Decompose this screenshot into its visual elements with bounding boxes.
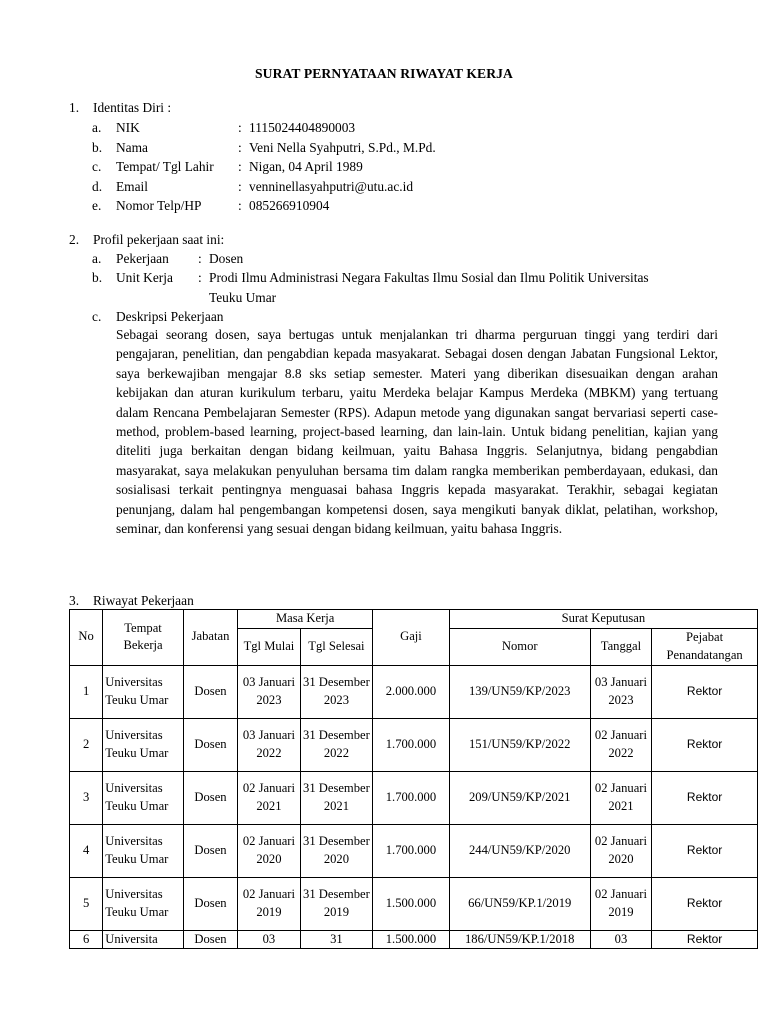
cell-tgl-mulai: 03 Januari 2022	[238, 718, 300, 771]
identity-item-ttl	[92, 157, 363, 177]
item-value: Veni Nella Syahputri, S.Pd., M.Pd.	[249, 139, 436, 155]
cell-tempat: Universitas Teuku Umar	[103, 877, 184, 930]
cell-pejabat: Rektor	[652, 771, 758, 824]
cell-tempat: Universitas Teuku Umar	[103, 824, 184, 877]
cell-jabatan: Dosen	[183, 877, 237, 930]
item-key: Email	[116, 178, 148, 194]
item-colon: :	[238, 178, 242, 194]
item-colon: :	[198, 250, 202, 266]
profile-item-unit	[92, 268, 649, 288]
cell-pejabat: Rektor	[652, 877, 758, 930]
item-key: Tempat/ Tgl Lahir	[116, 159, 214, 174]
section-title: Identitas Diri :	[93, 100, 172, 115]
table-header-row	[70, 610, 758, 629]
cell-tempat: Universitas Teuku Umar	[103, 771, 184, 824]
item-letter: d.	[92, 178, 103, 194]
table-row	[70, 930, 758, 949]
cell-gaji: 1.700.000	[373, 771, 450, 824]
header-tgl-mulai: Tgl Mulai	[238, 629, 300, 666]
cell-nomor: 186/UN59/KP.1/2018	[449, 930, 590, 949]
table-row	[70, 877, 758, 930]
cell-no: 4	[70, 824, 103, 877]
cell-tanggal: 02 Januari 2022	[590, 718, 651, 771]
header-masa-kerja: Masa Kerja	[238, 610, 373, 629]
profile-unit-line2: Teuku Umar	[209, 289, 277, 305]
table-row	[70, 771, 758, 824]
table-row	[70, 718, 758, 771]
item-key: Deskripsi Pekerjaan	[116, 308, 224, 324]
item-key: NIK	[116, 120, 140, 135]
cell-tanggal: 03 Januari 2023	[590, 665, 651, 718]
cell-pejabat: Rektor	[652, 930, 758, 949]
cell-nomor: 66/UN59/KP.1/2019	[449, 877, 590, 930]
header-gaji: Gaji	[373, 610, 450, 666]
cell-tgl-selesai: 31 Desember 2023	[300, 665, 373, 718]
item-colon: :	[238, 198, 242, 213]
cell-tempat: Universitas Teuku Umar	[103, 665, 184, 718]
cell-tanggal: 02 Januari 2019	[590, 877, 651, 930]
item-value: 085266910904	[249, 198, 330, 213]
section-title: Profil pekerjaan saat ini:	[93, 232, 225, 247]
header-pejabat: Pejabat Penandatangan	[652, 629, 758, 666]
cell-jabatan: Dosen	[183, 718, 237, 771]
item-letter: a.	[92, 120, 102, 135]
cell-no: 1	[70, 665, 103, 718]
work-history-table	[69, 609, 758, 949]
item-letter: b.	[92, 139, 103, 155]
cell-gaji: 1.700.000	[373, 824, 450, 877]
section-number: 2.	[69, 232, 80, 247]
cell-tanggal: 02 Januari 2020	[590, 824, 651, 877]
cell-no: 3	[70, 771, 103, 824]
section-number: 1.	[69, 100, 80, 115]
identity-item-nik	[92, 118, 355, 138]
cell-gaji: 2.000.000	[373, 665, 450, 718]
identity-item-nama	[92, 138, 436, 158]
cell-tgl-selesai: 31 Desember 2019	[300, 877, 373, 930]
cell-pejabat: Rektor	[652, 718, 758, 771]
header-nomor: Nomor	[449, 629, 590, 666]
cell-no: 5	[70, 877, 103, 930]
cell-jabatan: Dosen	[183, 665, 237, 718]
item-letter: e.	[92, 198, 102, 213]
item-letter: c.	[92, 159, 102, 174]
item-letter: b.	[92, 270, 103, 285]
header-tanggal: Tanggal	[590, 629, 651, 666]
profile-item-pekerjaan	[92, 249, 243, 269]
section-1-heading	[69, 98, 171, 117]
cell-nomor: 139/UN59/KP/2023	[449, 665, 590, 718]
item-colon: :	[238, 159, 242, 174]
cell-tgl-mulai: 03 Januari 2023	[238, 665, 300, 718]
cell-jabatan: Dosen	[183, 771, 237, 824]
item-value: Prodi Ilmu Administrasi Negara Fakultas Ilmu Sosial dan Ilmu Politik Universitas	[209, 270, 649, 285]
item-value: venninellasyahputri@utu.ac.id	[249, 178, 414, 194]
cell-no: 6	[70, 930, 103, 949]
cell-tanggal: 02 Januari 2021	[590, 771, 651, 824]
cell-tgl-selesai: 31 Desember 2022	[300, 718, 373, 771]
cell-gaji: 1.500.000	[373, 930, 450, 949]
item-colon: :	[198, 270, 202, 285]
table-row	[70, 824, 758, 877]
cell-tgl-selesai: 31	[300, 930, 373, 949]
cell-tanggal: 03	[590, 930, 651, 949]
cell-gaji: 1.500.000	[373, 877, 450, 930]
cell-nomor: 209/UN59/KP/2021	[449, 771, 590, 824]
job-description-paragraph: Sebagai seorang dosen, saya bertugas untuk menjalankan tri dharma perguruan tinggi yang terdiri dari pengajaran, penelitian, dan pengabdian kepada masyakarat. Sebagai dosen dengan Jabatan Fungsional Lektor, saya berkewajiban mengajar 8.8 sks setiap semester. Materi yang diberikan disesuaikan dengan arahan kebijakan dan aturan kurikulum terbaru, yaitu Merdeka belajar Kampus Merdeka (MBKM) yang tertuang dalam Rencana Pembelajaran Semester (RPS). Adapun metode yang digunakan sangat bervariasi seperti case-method, problem-based learning, project-based learning, dan lain-lain. Untuk bidang penelitian, kajian yang diteliti juga berkaitan dengan bidang keilmuan, yaitu Bahasa Inggris. Selanjutnya, bidang pengabdian masyarakat, saya melakukan penyuluhan bersama tim dalam rangka memberikan pemberdayaan, edukasi, dan sosialisasi terkait pentingnya menguasai bahasa Inggris kepada masyarakat. Terakhir, sebagai kegiatan penunjang, dalam hal pengembangan kompetensi dosen, saya mengikuti banyak diklat, pelatihan, workshop, seminar, dan konferensi yang sesuai dengan bidang keilmuan, yaitu bahasa Inggris.	[116, 327, 718, 537]
cell-tgl-mulai: 02 Januari 2020	[238, 824, 300, 877]
table-row	[70, 665, 758, 718]
cell-pejabat: Rektor	[652, 824, 758, 877]
cell-no: 2	[70, 718, 103, 771]
item-key: Pekerjaan	[116, 250, 169, 266]
section-title: Riwayat Pekerjaan	[93, 593, 194, 608]
header-jabatan: Jabatan	[183, 610, 237, 666]
cell-tgl-mulai: 02 Januari 2021	[238, 771, 300, 824]
item-value: Nigan, 04 April 1989	[249, 159, 363, 174]
cell-jabatan: Dosen	[183, 930, 237, 949]
header-tgl-selesai: Tgl Selesai	[300, 629, 373, 666]
identity-item-email	[92, 177, 413, 197]
cell-gaji: 1.700.000	[373, 718, 450, 771]
cell-tgl-mulai: 02 Januari 2019	[238, 877, 300, 930]
item-key: Nama	[116, 139, 148, 155]
item-colon: :	[238, 139, 242, 155]
cell-tgl-selesai: 31 Desember 2021	[300, 771, 373, 824]
cell-nomor: 244/UN59/KP/2020	[449, 824, 590, 877]
identity-item-phone	[92, 196, 329, 216]
profile-item-deskripsi	[92, 307, 223, 327]
item-key: Unit Kerja	[116, 270, 173, 285]
item-colon: :	[238, 120, 242, 135]
cell-nomor: 151/UN59/KP/2022	[449, 718, 590, 771]
cell-pejabat: Rektor	[652, 665, 758, 718]
table-body	[70, 665, 758, 949]
header-tempat: Tempat Bekerja	[103, 610, 184, 666]
header-no: No	[70, 610, 103, 666]
cell-tgl-selesai: 31 Desember 2020	[300, 824, 373, 877]
section-3-heading	[69, 591, 194, 610]
item-value: 1115024404890003	[249, 120, 356, 135]
cell-jabatan: Dosen	[183, 824, 237, 877]
item-letter: c.	[92, 308, 102, 324]
header-surat: Surat Keputusan	[449, 610, 757, 629]
item-key: Nomor Telp/HP	[116, 198, 202, 213]
cell-tempat: Universitas Teuku Umar	[103, 718, 184, 771]
cell-tgl-mulai: 03	[238, 930, 300, 949]
section-2-heading	[69, 230, 224, 249]
page-title: SURAT PERNYATAAN RIWAYAT KERJA	[255, 66, 513, 81]
item-value: Dosen	[209, 250, 244, 266]
item-letter: a.	[92, 250, 102, 266]
cell-tempat: Universita	[103, 930, 184, 949]
section-number: 3.	[69, 593, 80, 608]
